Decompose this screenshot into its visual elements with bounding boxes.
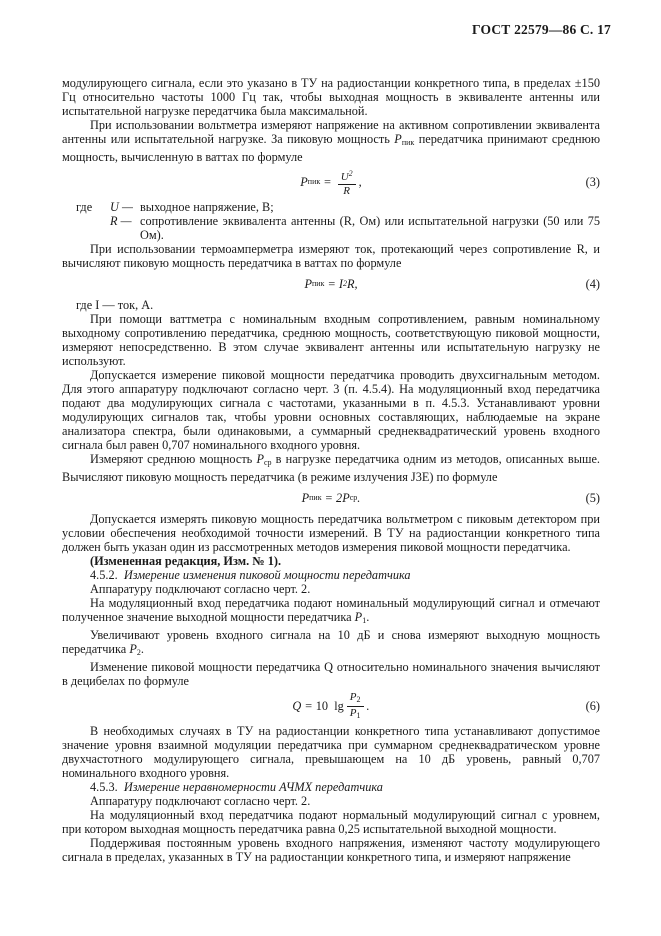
amendment-note: (Измененная редакция, Изм. № 1).: [90, 554, 282, 568]
paragraph: В необходимых случаях в ТУ на радиостанции конкретного типа устанавливают допустимое значение уровня взаимной модуляции передатчика при суммарном среднеквадратическом уровне двухчастотного модулирующего сигнала, превышающем на 10 дБ уровень, равный 0,707 номинального входного уровня.: [62, 724, 600, 780]
paragraph: На модуляционный вход передатчика подают номинальный модулирующий сигнал и отмечают полученное значение выходной мощности передатчика $P_1$.: [62, 596, 600, 625]
formula-3: P пик = $\frac{U^2}{R}$ , (3): [300, 168, 600, 197]
section-heading: 4.5.2. Измерение изменения пиковой мощности передатчика: [90, 568, 411, 582]
paragraph: При использовании вольтметра измеряют напряжение на активном сопротивлении эквивалента антенны или испытательной нагрузке. За пиковую мощность $P_{пик}$ передатчика принимают среднюю мощность, вычисленную в ваттах по формуле: [62, 118, 601, 164]
formula-number: (6): [585, 699, 600, 713]
paragraph: Допускается измерять пиковую мощность передатчика вольтметром с пиковым детектором при условии обеспечения необходимой точности измерений. В ТУ на радиостанции конкретного типа должен быть указан один из рассмотренных методов измерения пиковой мощности передатчика.: [62, 512, 600, 554]
formula-4: P пик = I 2 R, (4): [304, 277, 600, 291]
page-header: ГОСТ 22579—86 С. 17: [472, 22, 611, 37]
paragraph: При помощи ваттметра с номинальным входным сопротивлением, равным номинальному выходному сопротивлению передатчика, среднюю мощность, соответствующую пиковой мощности, измеряют непосредственно. В этом случае эквивалент антенны или испытательную нагрузку не используют.: [62, 312, 600, 368]
paragraph: На модуляционный вход передатчика подают нормальный модулирующий сигнал с уровнем, при котором выходная мощность передатчика равна 0,25 испытательной выходной мощности.: [62, 808, 600, 836]
section-heading: 4.5.3. Измерение неравномерности АЧМХ передатчика: [90, 780, 383, 794]
paragraph: Поддерживая постоянным уровень входного напряжения, изменяют частоту модулирующего сигнала в пределах, указанных в ТУ на радиостанции конкретного типа, и измеряют напряжение: [62, 836, 600, 864]
paragraph: Допускается измерение пиковой мощности передатчика проводить двухсигнальным методом. Для этого аппаратуру подключают согласно черт. 3 (п. 4.5.4). На модуляционный вход передатчика подают два модулирующих сигнала с частотами, указанными в п. 4.5.3. Устанавливают уровни модулирующих сигналов так, чтобы уровни основных составляющих, наблюдаемые на экране анализатора спектра, были одинаковыми, а суммарный среднеквадратический уровень входного сигнала был равен 0,707 номинального входного уровня.: [62, 368, 600, 452]
page-body: [62, 76, 600, 864]
formula-number: (3): [585, 175, 600, 189]
paragraph: модулирующего сигнала, если это указано в ТУ на радиостанции конкретного типа, в пределах ±150 Гц относительно частоты 1000 Гц так, чтобы выходная мощность в эквиваленте антенны или испытательной нагрузке передатчика была максимальной.: [62, 76, 600, 118]
paragraph: Аппаратуру подключают согласно черт. 2.: [90, 582, 311, 596]
paragraph: Изменение пиковой мощности передатчика Q относительно номинального значения вычисляют в децибелах по формуле: [62, 660, 600, 688]
paragraph: Измеряют среднюю мощность $P_{ср}$ в нагрузке передатчика одним из методов, описанных выше. Вычисляют пиковую мощность передатчика (в режиме излучения J3E) по формуле: [62, 452, 600, 484]
formula-5: P пик = 2 P ср . (5): [301, 491, 600, 505]
formula-6: Q = 10 lg $\frac{P_2}{P_1}$ . (6): [292, 690, 600, 720]
paragraph: При использовании термоамперметра измеряют ток, протекающий через сопротивление R, и вычисляют пиковую мощность передатчика в ваттах по формуле: [62, 242, 600, 270]
where-line: где I — ток, А.: [76, 298, 154, 312]
paragraph: Увеличивают уровень входного сигнала на 10 дБ и снова измеряют выходную мощность передатчика $P_2$.: [62, 628, 600, 657]
formula-number: (5): [585, 491, 600, 505]
where-block: где U — выходное напряжение, В; R — сопротивление эквивалента антенны (R, Ом) или испытательной нагрузки (50 или 75 Ом).: [76, 200, 600, 242]
paragraph: Аппаратуру подключают согласно черт. 2.: [90, 794, 311, 808]
formula-number: (4): [585, 277, 600, 291]
